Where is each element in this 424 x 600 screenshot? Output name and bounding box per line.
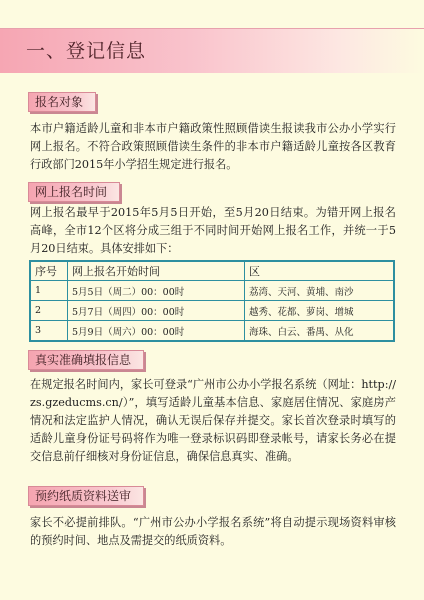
table-header-cell: 网上报名开始时间 xyxy=(68,261,245,281)
page-title: 一、登记信息 xyxy=(26,40,147,62)
table-cell-district: 荔湾、天河、黄埔、南沙 xyxy=(245,281,395,301)
table-cell-time: 5月5日（周二）00：00时 xyxy=(68,281,245,301)
schedule-table xyxy=(29,260,395,342)
section-text-registration-target: 本市户籍适龄儿童和非本市户籍政策性照顾借读生报读我市公办小学实行网上报名。不符合政策照顾借读生条件的非本市户籍适龄儿童按各区教育行政部门2015年小学招生规定进行报名。 xyxy=(30,122,396,171)
table-row xyxy=(30,321,394,342)
table-cell-time: 5月7日（周四）00：00时 xyxy=(68,301,245,321)
table-row xyxy=(30,301,394,321)
section-tag-paper-review: 预约纸质资料送审 xyxy=(28,486,144,506)
table-cell-district: 越秀、花都、萝岗、增城 xyxy=(245,301,395,321)
table-cell-no: 1 xyxy=(30,281,68,301)
table-header-row xyxy=(30,261,394,281)
table-cell-time: 5月9日（周六）00：00时 xyxy=(68,321,245,342)
table-header-cell: 序号 xyxy=(30,261,68,281)
table-cell-no: 3 xyxy=(30,321,68,342)
section-text-online-time: 网上报名最早于2015年5月5日开始，至5月20日结束。为错开网上报名高峰，全市12个区将分成三组于不同时间开始网上报名工作，并统一于5月20日结束。具体安排如下： xyxy=(30,206,396,255)
section-banner xyxy=(0,28,424,73)
table-cell-no: 2 xyxy=(30,301,68,321)
section-text-paper-review: 家长不必提前排队。“广州市公办小学报名系统”将自动提示现场资料审核的预约时间、地点及需提交的纸质资料。 xyxy=(30,516,396,547)
section-text-accurate-info: 在规定报名时间内，家长可登录“广州市公办小学报名系统（网址：http://zs.gzeducms.cn/）”，填写适龄儿童基本信息、家庭居住情况、家庭房产情况和法定监护人情况，确认无误后保存并提交。家长首次登录时填写的适龄儿童身份证号码将作为唯一登录标识码即登录帐号，请家长务必在提交信息前仔细核对身份证信息，确保信息真实、准确。 xyxy=(30,378,396,463)
table-row xyxy=(30,281,394,301)
section-tag-registration-target: 报名对象 xyxy=(28,92,96,112)
section-tag-accurate-info: 真实准确填报信息 xyxy=(28,350,144,370)
table-cell-district: 海珠、白云、番禺、从化 xyxy=(245,321,395,342)
section-tag-online-time: 网上报名时间 xyxy=(28,182,120,202)
table-header-cell: 区 xyxy=(245,261,395,281)
